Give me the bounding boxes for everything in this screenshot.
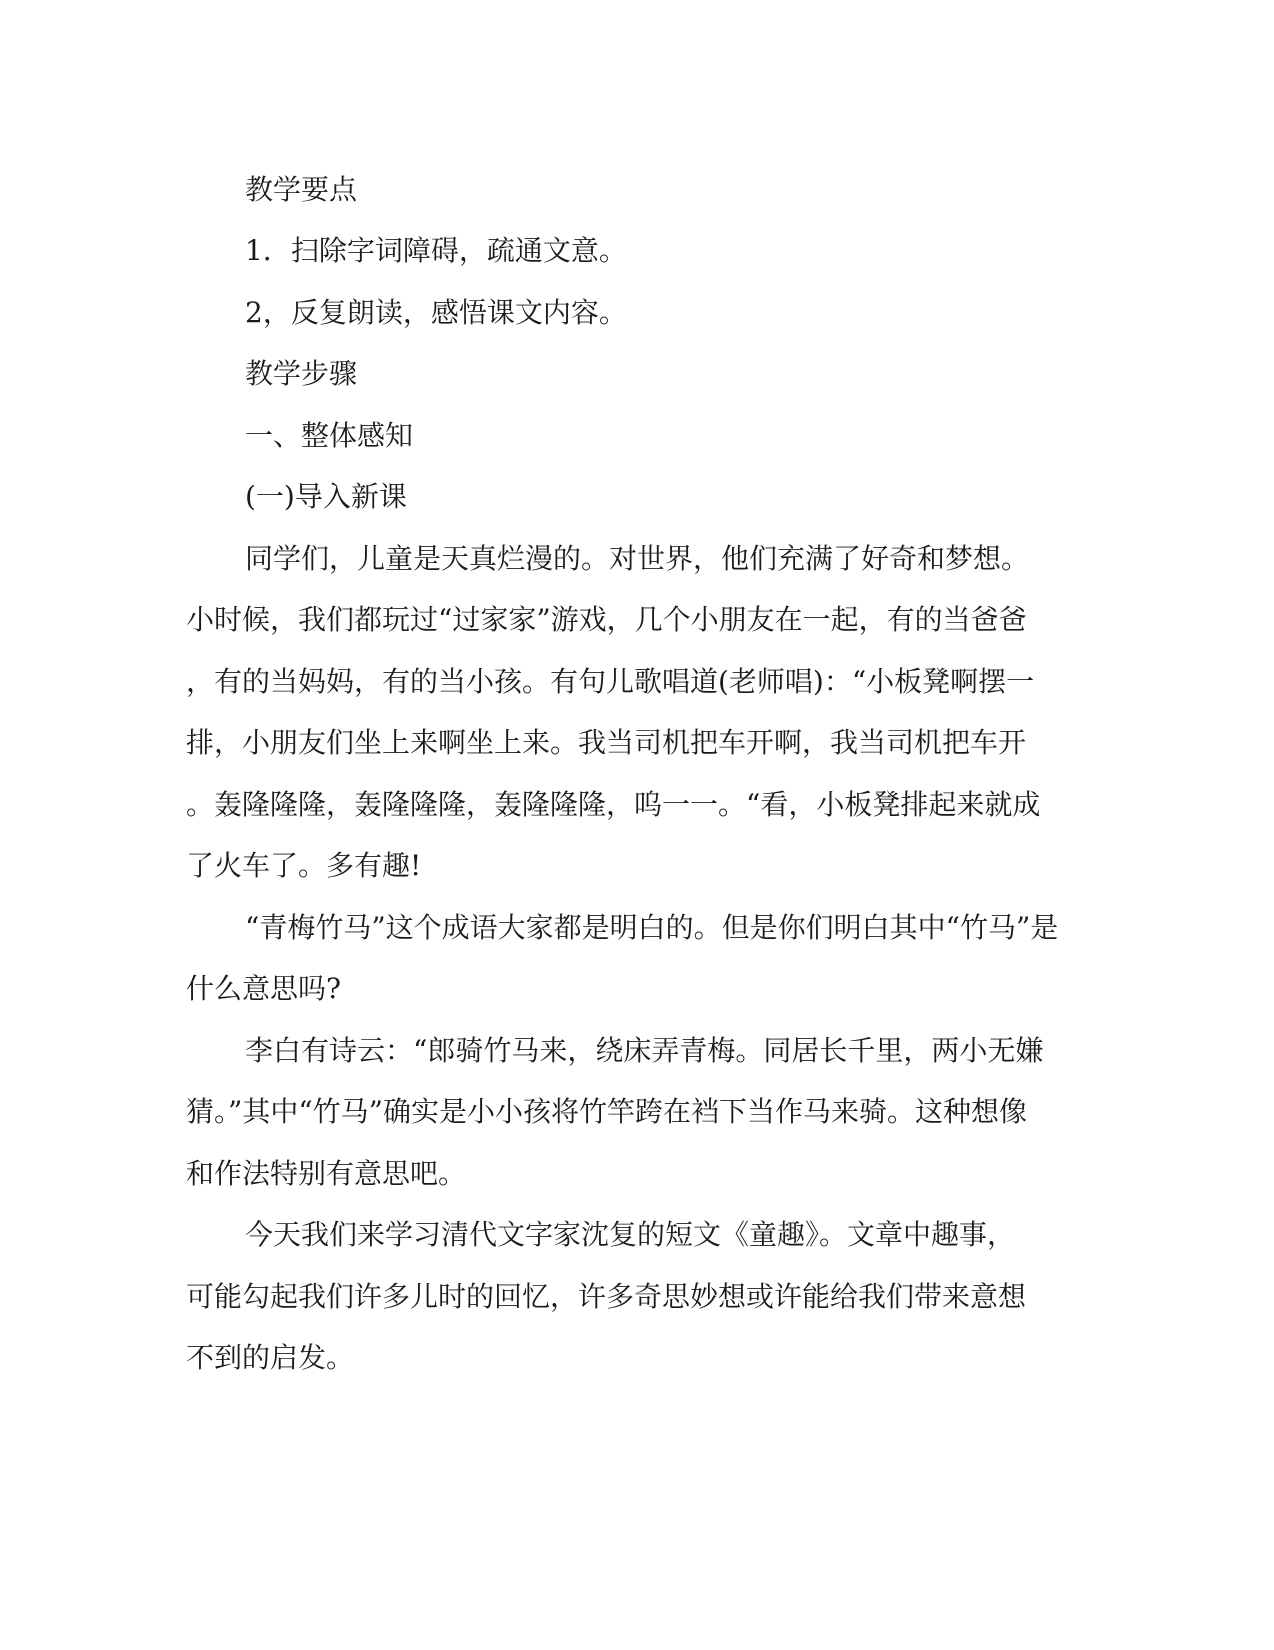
paragraph-line: 同学们，儿童是天真烂漫的。对世界，他们充满了好奇和梦想。	[245, 542, 1030, 575]
heading-teaching-points: 教学要点	[245, 173, 358, 206]
paragraph-line: 李白有诗云：“郎骑竹马来，绕床弄青梅。同居长千里，两小无嫌	[245, 1034, 1044, 1067]
subsection-heading-intro: (一)导入新课	[245, 480, 407, 513]
paragraph-line: 小时候，我们都玩过“过家家”游戏，几个小朋友在一起，有的当爸爸	[186, 603, 1027, 636]
paragraph-line: 。轰隆隆隆，轰隆隆隆，轰隆隆隆，呜一一。“看，小板凳排起来就成	[186, 788, 1041, 821]
paragraph-line: 排，小朋友们坐上来啊坐上来。我当司机把车开啊，我当司机把车开	[186, 726, 1027, 759]
paragraph-line: 猜。”其中“竹马”确实是小小孩将竹竿跨在裆下当作马来骑。这种想像	[186, 1095, 1027, 1128]
paragraph-line: 了火车了。多有趣!	[186, 849, 422, 882]
paragraph-line: 可能勾起我们许多儿时的回忆，许多奇思妙想或许能给我们带来意想	[186, 1280, 1027, 1313]
paragraph-line: 什么意思吗?	[186, 972, 342, 1005]
list-item-1: 1．扫除字词障碍，疏通文意。	[245, 234, 627, 267]
paragraph-line: ，有的当妈妈，有的当小孩。有句儿歌唱道(老师唱)：“小板凳啊摆一	[186, 665, 1035, 698]
paragraph-line: “青梅竹马”这个成语大家都是明白的。但是你们明白其中“竹马”是	[245, 911, 1059, 944]
section-heading-overall: 一、整体感知	[245, 419, 414, 452]
paragraph-line: 今天我们来学习清代文字家沈复的短文《童趣》。文章中趣事，	[245, 1218, 1016, 1251]
list-item-2: 2，反复朗读，感悟课文内容。	[245, 296, 627, 329]
paragraph-line: 不到的启发。	[186, 1341, 355, 1374]
paragraph-line: 和作法特别有意思吧。	[186, 1157, 467, 1190]
heading-teaching-steps: 教学步骤	[245, 357, 358, 390]
